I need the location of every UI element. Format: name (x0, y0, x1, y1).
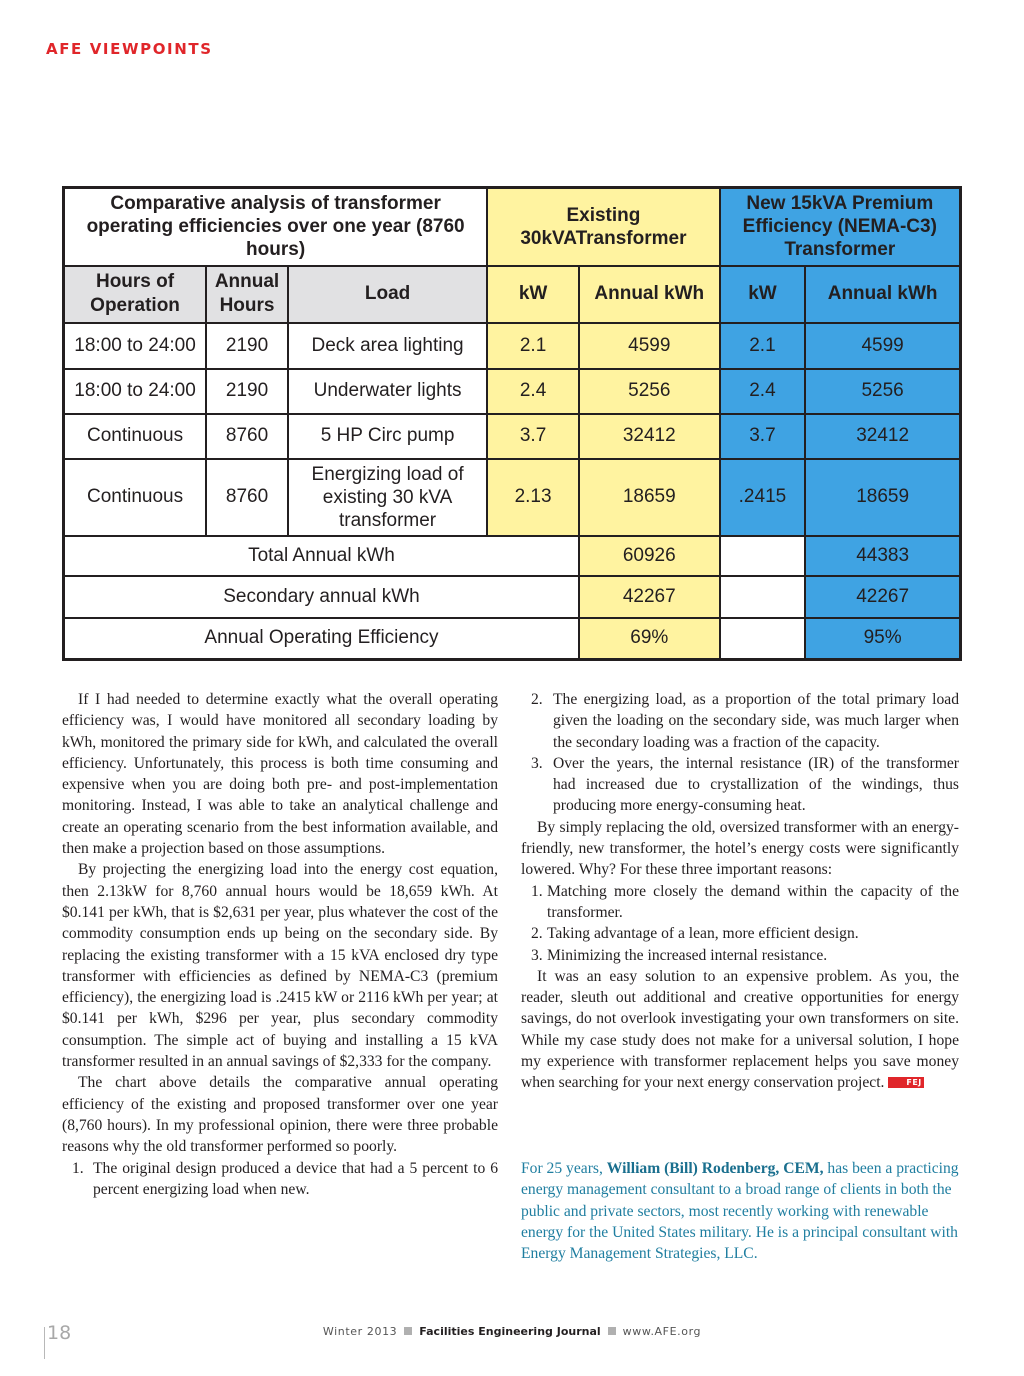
kwh-cell: 18659 (579, 459, 720, 536)
total-existing: 60926 (579, 536, 720, 576)
total-existing: 69% (579, 618, 720, 660)
list-text: Minimizing the increased internal resistance. (547, 946, 828, 964)
new-kw-cell: 3.7 (720, 414, 806, 459)
col-hours-header: Hours of Operation (64, 266, 207, 323)
total-row (64, 536, 961, 576)
list-text: The original design produced a device that had a 5 percent to 6 percent energizing load when new. (93, 1159, 498, 1198)
total-existing: 42267 (579, 576, 720, 618)
footer-website: www.AFE.org (622, 1325, 702, 1338)
hours-cell: 18:00 to 24:00 (64, 369, 207, 414)
blank-cell (720, 618, 806, 660)
kwh-cell: 32412 (579, 414, 720, 459)
list-number: 1. (72, 1159, 84, 1177)
total-label: Total Annual kWh (64, 536, 579, 576)
square-bullet-icon (404, 1327, 412, 1335)
list-item (521, 923, 959, 944)
author-bio (521, 1158, 963, 1264)
page-footer (0, 1325, 1024, 1338)
annual-hours-cell: 8760 (206, 414, 288, 459)
total-label: Annual Operating Efficiency (64, 618, 579, 660)
col-load-header: Load (288, 266, 487, 323)
bio-lead: For 25 years, (521, 1160, 603, 1177)
new-kw-cell: .2415 (720, 459, 806, 536)
body-paragraph: If I had needed to determine exactly what the overall operating efficiency was, I would have monitored all secondary loading by kWh, monitored the primary side for kWh, and calculated the overall efficiency. Unfortunately, this process is both time consuming and expensive when you are doing both pre- and post-implementation monitoring. Instead, I was able to take an analytical challenge and create an operating scenario from the best information available, and then make a projection based on those assumptions. (62, 691, 498, 858)
total-row (64, 618, 961, 660)
body-paragraph: By projecting the energizing load into the energy cost equation, then 2.13kW for 8,760 annual hours would be 18,659 kWh. At $0.141 per kWh, that is $2,631 per year, plus whatever the cost of the commodity consumption ends up being on the secondary side. By replacing the existing transformer with a 15 kVA enclosed dry type transformer with efficiencies as defined by NEMA-C3 (premium efficiency), the energizing load is .2415 kW or 2116 kWh per year; at $0.141 per kWh, $296 per year, plus secondary commodity consumption. The simple act of buying and installing a 15 kVA transformer resulted in an annual savings of $2,333 for the company. (62, 861, 498, 1071)
kwh-cell: 5256 (579, 369, 720, 414)
annual-hours-cell: 8760 (206, 459, 288, 536)
col-annual-hours-header: Annual Hours (206, 266, 288, 323)
total-new: 95% (805, 618, 960, 660)
blank-cell (720, 536, 806, 576)
fej-end-mark: FEJ (888, 1077, 923, 1088)
annual-hours-cell: 2190 (206, 323, 288, 369)
kw-cell: 3.7 (487, 414, 579, 459)
table-row (64, 369, 961, 414)
col-annual-kwh-header: Annual kWh (579, 266, 720, 323)
total-new: 44383 (805, 536, 960, 576)
annual-hours-cell: 2190 (206, 369, 288, 414)
load-cell: 5 HP Circ pump (288, 414, 487, 459)
blank-cell (720, 576, 806, 618)
list-item (521, 881, 959, 924)
list-number: 3. (531, 946, 543, 964)
closing-paragraph-text: It was an easy solution to an expensive problem. As you, the reader, sleuth out additional and creative opportunities for energy savings, do not overlook investigating your own transformers on site. While my case study does not make for a universal solution, I hope my experience with transformer replacement helps you save money when searching for your next energy conservation project. (521, 967, 959, 1092)
total-label: Secondary annual kWh (64, 576, 579, 618)
table-row (64, 414, 961, 459)
author-name: William (Bill) Rodenberg, CEM, (606, 1160, 824, 1177)
load-cell: Underwater lights (288, 369, 487, 414)
page-number: 18 (47, 1322, 72, 1344)
footer-journal: Facilities Engineering Journal (419, 1325, 601, 1338)
list-number: 3. (531, 754, 543, 772)
list-item (62, 1158, 498, 1201)
list-number: 2. (531, 691, 543, 708)
table-row (64, 459, 961, 536)
new-transformer-header: New 15kVA Premium Efficiency (NEMA-C3) Transformer (720, 188, 961, 266)
section-header: AFE VIEWPOINTS (46, 40, 213, 58)
hours-cell: Continuous (64, 414, 207, 459)
list-item (521, 945, 959, 966)
footer-issue: Winter 2013 (322, 1325, 398, 1338)
kw-cell: 2.1 (487, 323, 579, 369)
new-kwh-cell: 18659 (805, 459, 960, 536)
new-kwh-cell: 5256 (805, 369, 960, 414)
col-kw-header: kW (487, 266, 579, 323)
list-item (521, 753, 959, 817)
new-kw-cell: 2.1 (720, 323, 806, 369)
kwh-cell: 4599 (579, 323, 720, 369)
total-row (64, 576, 961, 618)
square-bullet-icon (608, 1327, 616, 1335)
kw-cell: 2.13 (487, 459, 579, 536)
body-paragraph: By simply replacing the old, oversized transformer with an energy-friendly, new transformer, the hotel’s energy costs were significantly lowered. Why? For these three important reasons: (521, 818, 959, 879)
hours-cell: 18:00 to 24:00 (64, 323, 207, 369)
body-paragraph (521, 966, 959, 1094)
load-cell: Deck area lighting (288, 323, 487, 369)
total-new: 42267 (805, 576, 960, 618)
list-text: Matching more closely the demand within the capacity of the transformer. (547, 882, 959, 921)
kw-cell: 2.4 (487, 369, 579, 414)
new-kwh-cell: 4599 (805, 323, 960, 369)
load-cell: Energizing load of existing 30 kVA transformer (288, 459, 487, 536)
body-column-right (521, 689, 959, 1094)
list-text: The energizing load, as a proportion of the total primary load given the loading on the secondary side, was much larger when the secondary loading was a fraction of the capacity. (553, 691, 959, 751)
comparison-table (62, 186, 962, 661)
list-text: Over the years, the internal resistance (IR) of the transformer had increased due to crystallization of the windings, thus producing more energy-consuming heat. (553, 754, 959, 815)
bio-text: has been a practicing energy management consultant to a broad range of clients in both the public and private sectors, most recently working with renewable energy for the United States military. He is a principal consultant with Energy Management Strategies, LLC. (521, 1160, 959, 1263)
table-title: Comparative analysis of transformer operating efficiencies over one year (8760 hours) (64, 188, 488, 266)
body-column-left (62, 689, 498, 1200)
list-item (521, 689, 959, 753)
list-number: 2. (531, 925, 543, 943)
table-row (64, 323, 961, 369)
hours-cell: Continuous (64, 459, 207, 536)
existing-transformer-header: Existing 30kVATransformer (487, 188, 719, 266)
body-paragraph: The chart above details the comparative annual operating efficiency of the existing and proposed transformer over one year (8,760 hours). In my professional opinion, there were three probable reasons why the old transformer performed so poorly. (62, 1074, 498, 1156)
col-new-kw-header: kW (720, 266, 806, 323)
list-text: Taking advantage of a lean, more efficient design. (547, 925, 859, 943)
list-number: 1. (531, 882, 543, 900)
new-kw-cell: 2.4 (720, 369, 806, 414)
col-new-annual-kwh-header: Annual kWh (805, 266, 960, 323)
new-kwh-cell: 32412 (805, 414, 960, 459)
